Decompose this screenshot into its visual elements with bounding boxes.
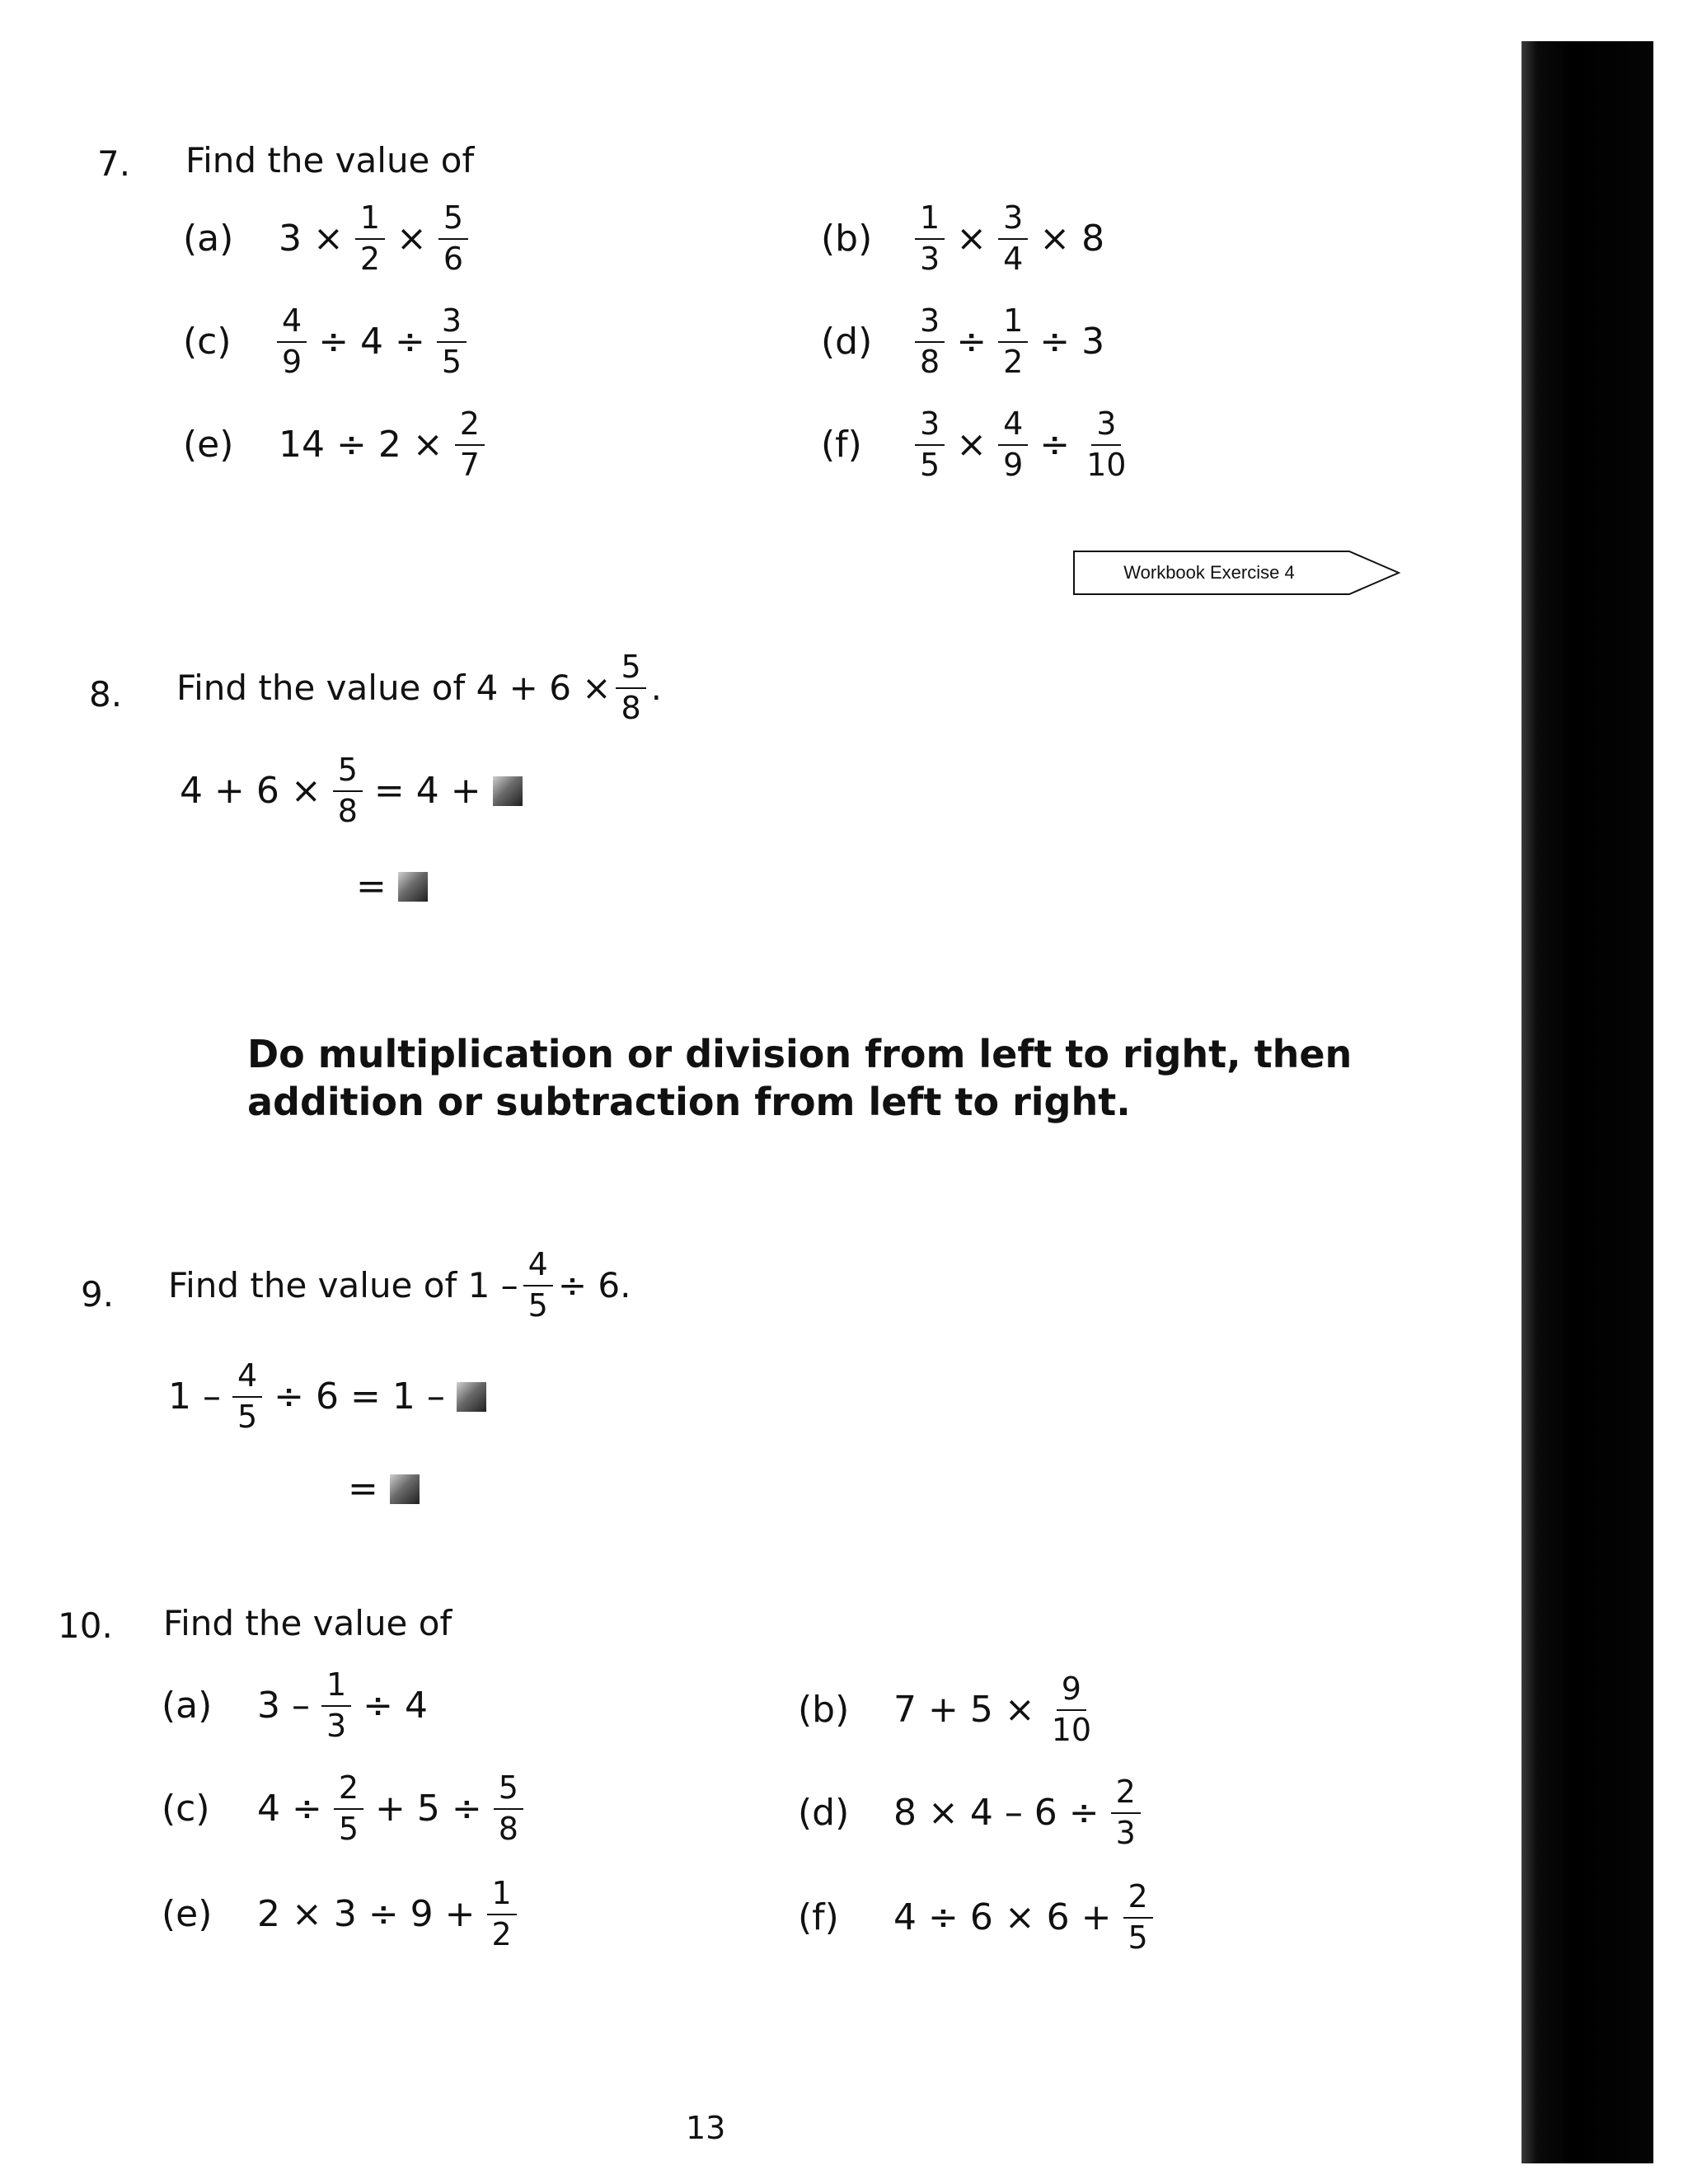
fraction: $\frac{3}{5}$ (915, 408, 945, 482)
fraction: $\frac{4}{5}$ (232, 1360, 262, 1434)
fraction: $\frac{1}{3}$ (321, 1669, 351, 1743)
expr-text: 14 ÷ 2 × (279, 423, 443, 466)
expr-text: = (356, 865, 387, 907)
item-label: (e) (183, 423, 234, 466)
question-9-number: 9. (81, 1274, 115, 1315)
fraction: $\frac{3}{10}$ (1086, 405, 1127, 483)
expr-text: 2 × 3 ÷ 9 + (257, 1892, 476, 1935)
expr-text: ÷ (1039, 423, 1071, 466)
question-10c (162, 1769, 528, 1847)
question-8-working-line2 (349, 865, 433, 907)
fraction: $\frac{5}{8}$ (494, 1772, 523, 1846)
fraction: $\frac{5}{8}$ (333, 754, 363, 828)
fraction: $\frac{9}{10}$ (1051, 1671, 1092, 1748)
expr-text: × (956, 217, 987, 260)
expr-text: 3 × (279, 217, 344, 260)
question-10b (798, 1673, 1101, 1747)
expr-text: 7 + 5 × (893, 1688, 1035, 1731)
fraction: $\frac{4}{5}$ (523, 1249, 553, 1323)
fraction: $\frac{3}{5}$ (437, 305, 467, 379)
fraction: $\frac{2}{5}$ (334, 1772, 363, 1846)
question-10d (798, 1776, 1146, 1850)
item-label: (d) (798, 1791, 850, 1834)
question-10f (798, 1878, 1158, 1956)
question-10-prompt: Find the value of (163, 1603, 452, 1643)
fraction: $\frac{5}{6}$ (438, 202, 468, 276)
fraction: $\frac{1}{2}$ (998, 305, 1028, 379)
prompt-text: Find the value of 1 – (168, 1265, 518, 1306)
item-label: (c) (162, 1787, 210, 1830)
expr-text: 3 – (257, 1684, 310, 1727)
answer-box (390, 1474, 420, 1504)
question-7-prompt: Find the value of (185, 140, 475, 180)
question-10e (162, 1877, 522, 1952)
question-7-number: 7. (97, 143, 131, 184)
expr-text: × (956, 423, 987, 466)
expr-text: 4 ÷ (257, 1787, 322, 1830)
question-7e (183, 405, 490, 483)
fraction: $\frac{1}{2}$ (487, 1877, 517, 1952)
question-7d (821, 302, 1111, 380)
item-label: (a) (162, 1684, 213, 1727)
question-9-prompt (168, 1246, 631, 1324)
item-label: (f) (821, 423, 862, 466)
question-8-number: 8. (89, 674, 123, 715)
item-label: (e) (162, 1892, 213, 1935)
question-7b (821, 199, 1111, 277)
page-number: 13 (686, 2110, 726, 2146)
question-10-number: 10. (58, 1605, 113, 1646)
answer-box (493, 776, 523, 806)
question-7c (183, 302, 471, 380)
fraction: $\frac{1}{3}$ (915, 202, 945, 276)
fraction: $\frac{1}{2}$ (355, 202, 385, 276)
expr-text: 1 – (168, 1375, 221, 1418)
workbook-exercise-label: Workbook Exercise 4 (1123, 562, 1295, 583)
expr-text: ÷ 4 ÷ (318, 320, 425, 363)
rule-note (247, 1030, 1352, 1126)
expr-text: ÷ 4 (363, 1684, 429, 1727)
book-spine-shadow (1522, 41, 1653, 2163)
expr-text: ÷ (956, 320, 987, 363)
answer-box (457, 1382, 486, 1412)
question-9-working-line1 (162, 1357, 491, 1435)
expr-text: × (396, 217, 427, 260)
answer-box (398, 872, 428, 902)
expr-text: = 4 + (373, 769, 481, 812)
item-label: (b) (798, 1688, 850, 1731)
fraction: $\frac{2}{5}$ (1123, 1881, 1153, 1955)
item-label: (b) (821, 217, 873, 260)
prompt-end: . (650, 668, 663, 709)
expr-text: ÷ 6 = 1 – (274, 1375, 445, 1418)
fraction: $\frac{2}{7}$ (455, 408, 485, 482)
question-10a (162, 1666, 434, 1744)
fraction: $\frac{3}{4}$ (998, 202, 1028, 276)
rule-note-line1: Do multiplication or division from left to right, then (247, 1032, 1353, 1076)
expr-text: 4 ÷ 6 × 6 + (893, 1896, 1112, 1938)
question-7f (821, 405, 1136, 483)
fraction: $\frac{4}{9}$ (277, 305, 307, 379)
question-8-working-line1 (173, 754, 528, 828)
workbook-exercise-tag (1073, 551, 1403, 595)
expr-text: 8 × 4 – 6 ÷ (893, 1791, 1100, 1834)
item-label: (c) (183, 320, 232, 363)
prompt-end: ÷ 6. (557, 1265, 631, 1306)
question-9-working-line2 (341, 1468, 424, 1510)
fraction: $\frac{5}{8}$ (616, 651, 645, 725)
item-label: (a) (183, 217, 234, 260)
rule-note-line2: addition or subtraction from left to right. (247, 1080, 1131, 1124)
fraction: $\frac{2}{3}$ (1111, 1776, 1141, 1850)
item-label: (f) (798, 1896, 839, 1938)
expr-text: × 8 (1039, 217, 1105, 260)
expr-text: + 5 ÷ (375, 1787, 482, 1830)
prompt-text: Find the value of 4 + 6 × (176, 668, 612, 709)
item-label: (d) (821, 320, 873, 363)
fraction: $\frac{4}{9}$ (998, 408, 1028, 482)
expr-text: 4 + 6 × (180, 769, 321, 812)
question-7a (183, 199, 473, 277)
question-8-prompt (176, 651, 662, 725)
fraction: $\frac{3}{8}$ (915, 305, 945, 379)
expr-text: ÷ 3 (1039, 320, 1105, 363)
expr-text: = (348, 1468, 378, 1510)
